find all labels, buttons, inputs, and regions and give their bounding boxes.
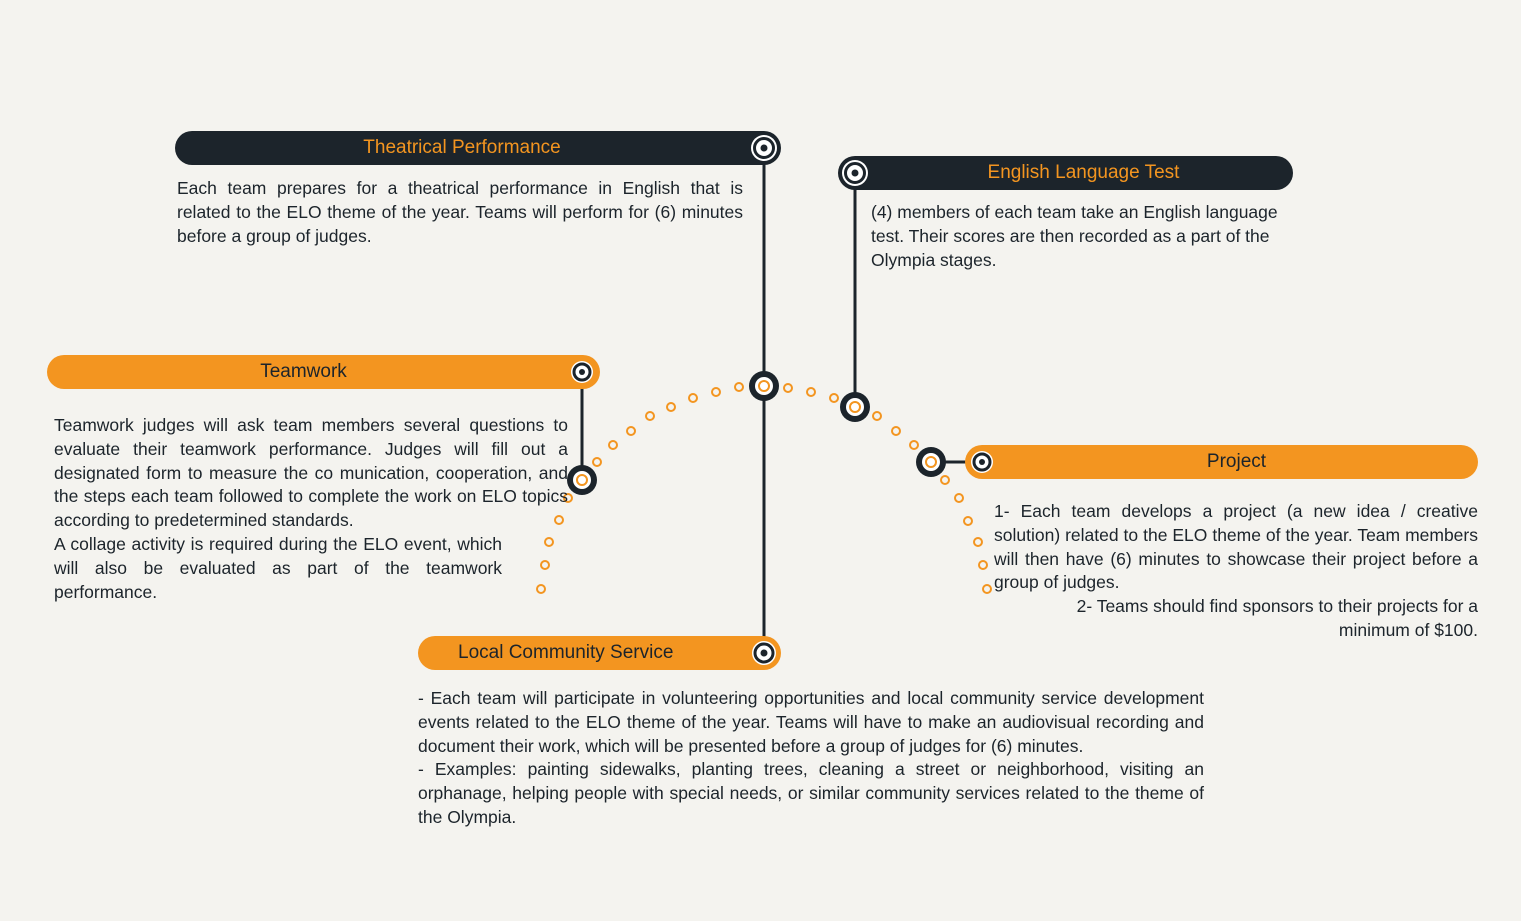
arc-node — [840, 392, 870, 422]
project-description: 1- Each team develops a project (a new idea / creative solution) related to the ELO theme of the year. Team members will then have (6) minutes to showcase their project before a group of judges. 2- Teams should find sponsors to their projects for a minimum of $100. — [994, 501, 1478, 640]
arc-dot — [667, 403, 675, 411]
arc-dot — [979, 561, 987, 569]
arc-dot — [627, 427, 635, 435]
english-language-test-header — [838, 156, 1293, 190]
arc-dot — [689, 394, 697, 402]
arc-dot — [735, 383, 743, 391]
arc-nodes — [567, 371, 946, 495]
local-community-service-title: Local Community Service — [458, 642, 674, 663]
arc-dot — [983, 585, 991, 593]
teamwork-description: Teamwork judges will ask team members several questions to evaluate their teamwork performance. Judges will fill out a designated form to measure the co munication, cooperation, and the steps each team followed to complete the work on ELO topics according to predetermined standards. A collage activity is required during the ELO event, which will also be evaluated as part of the teamwork performance. — [54, 415, 568, 602]
theatrical-performance-description: Each team prepares for a theatrical performance in English that is related to the ELO theme of the year. Teams will perform for (6) minutes before a group of judges. — [177, 178, 743, 246]
arc-dot — [941, 476, 949, 484]
arc-dot — [974, 538, 982, 546]
local-community-service-header — [418, 636, 781, 670]
teamwork-title: Teamwork — [260, 361, 347, 382]
project-header — [965, 445, 1478, 479]
theatrical-performance-title: Theatrical Performance — [363, 137, 561, 158]
arc-dot — [712, 388, 720, 396]
arc-dot — [830, 394, 838, 402]
arc-dot — [964, 517, 972, 525]
arc-node — [749, 371, 779, 401]
arc-dot — [609, 441, 617, 449]
teamwork-header — [47, 355, 600, 389]
local-community-service-description: - Each team will participate in volunteering opportunities and local community service development events related to the ELO theme of the year. Teams will have to make an audiovisual recording and document their work, which will be presented before a group of judges for (6) minutes. - Examples: painting sidewalks, planting trees, cleaning a street or neighborhood, visiting an orphanage, helping people with special needs, or similar community services related to the theme of the Olympia. — [418, 688, 1204, 827]
english-language-test-title: English Language Test — [987, 162, 1180, 183]
english-language-test-description: (4) members of each team take an English language test. Their scores are then recorded as a part of the Olympia stages. — [871, 202, 1278, 270]
arc-dot — [593, 458, 601, 466]
theatrical-performance-header — [175, 131, 781, 165]
project-title: Project — [1206, 451, 1267, 472]
arc-dot — [807, 388, 815, 396]
arc-dot — [784, 384, 792, 392]
arc-node — [916, 447, 946, 477]
arc-dot — [910, 441, 918, 449]
arc-dot — [892, 427, 900, 435]
arc-dot — [873, 412, 881, 420]
arc-dot — [955, 494, 963, 502]
arc-node — [567, 465, 597, 495]
arc-dot — [646, 412, 654, 420]
